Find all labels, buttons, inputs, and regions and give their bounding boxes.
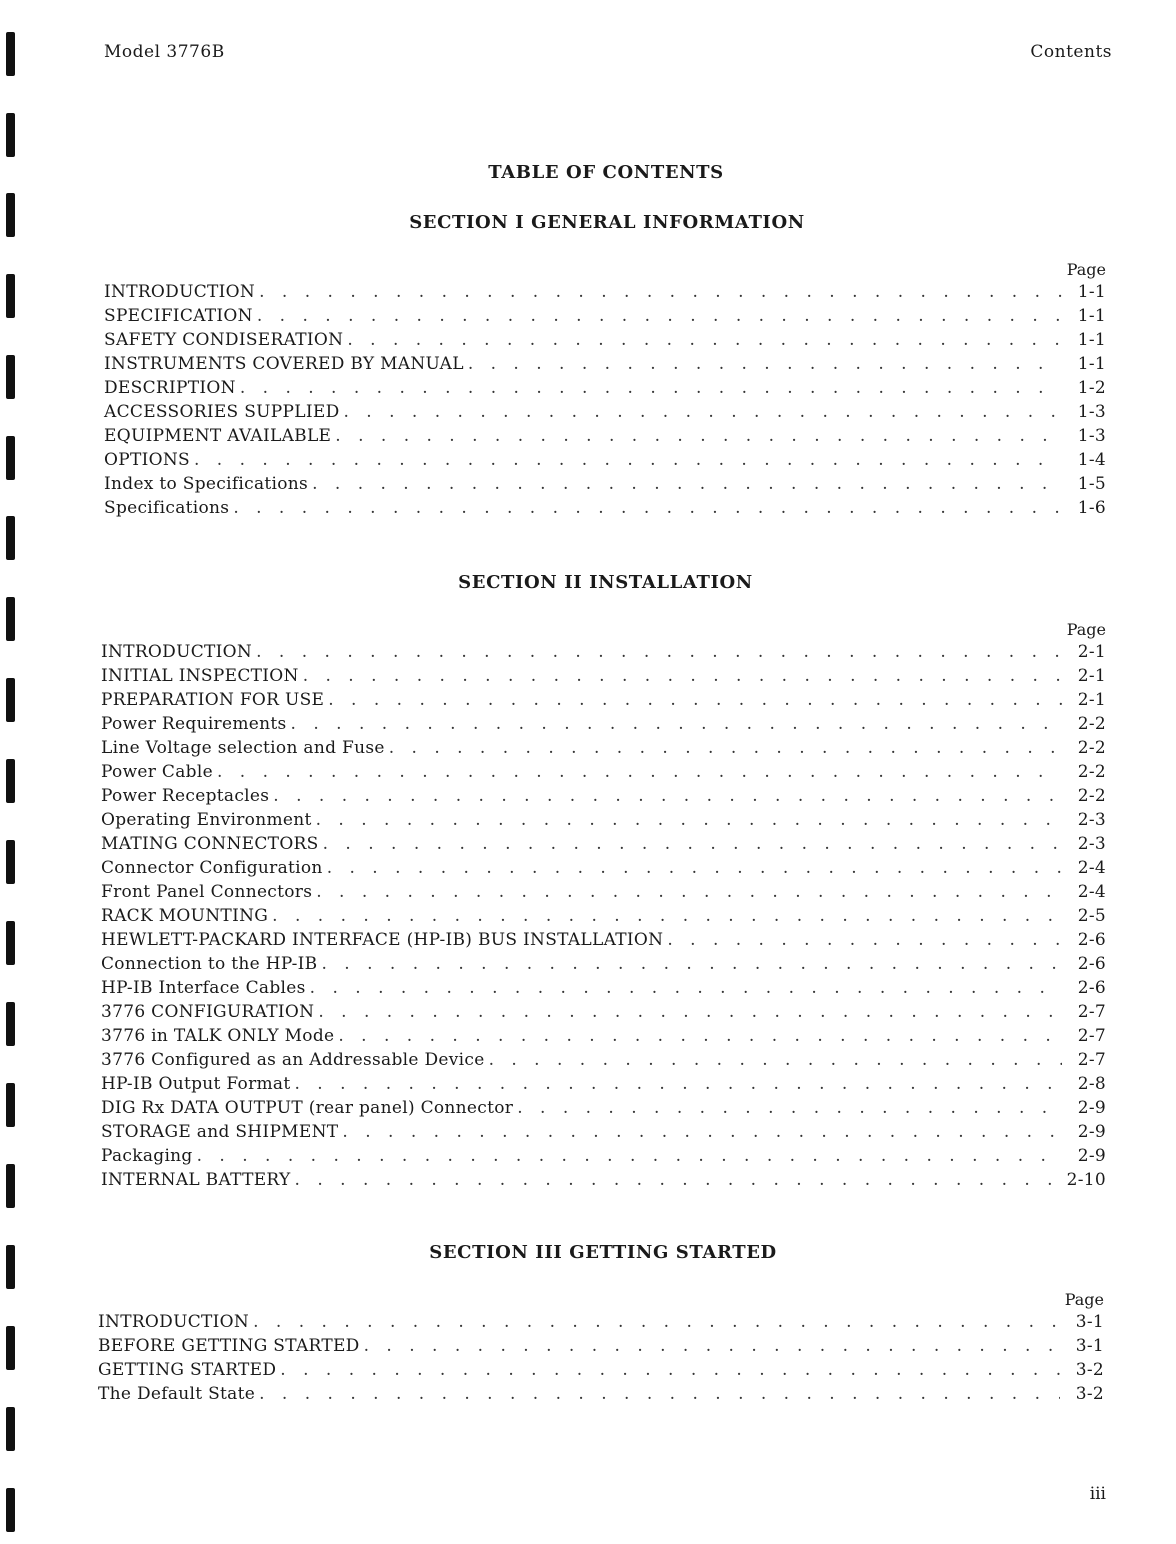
toc-entry-page: 2-2: [1077, 786, 1106, 806]
binder-mark: [6, 1326, 15, 1370]
toc-entry-label: 3776 in TALK ONLY Mode: [101, 1026, 335, 1046]
toc-entry[interactable]: [101, 1074, 1110, 1098]
toc-entry[interactable]: [104, 402, 1110, 426]
binder-mark: [6, 921, 15, 965]
toc-entry-page: 1-6: [1077, 498, 1106, 518]
toc-entry-label: Connector Configuration: [101, 858, 323, 878]
toc-entry[interactable]: [98, 1360, 1108, 1384]
toc-entry[interactable]: [101, 714, 1110, 738]
toc-entry-page: 2-2: [1077, 714, 1106, 734]
binder-mark: [6, 1083, 15, 1127]
toc-entry-page: 2-4: [1077, 882, 1106, 902]
toc-entry-page: 2-7: [1077, 1002, 1106, 1022]
toc-entry-page: 2-4: [1077, 858, 1106, 878]
running-header-contents: Contents: [1030, 42, 1112, 62]
leader-dots: [327, 858, 1062, 878]
toc-entry[interactable]: [101, 1170, 1110, 1194]
binder-mark: [6, 32, 15, 76]
toc-entry[interactable]: [104, 306, 1110, 330]
toc-entry-page: 2-2: [1077, 762, 1106, 782]
toc-entry-page: 2-7: [1077, 1026, 1106, 1046]
toc-entry-page: 3-2: [1075, 1384, 1104, 1404]
binder-mark: [6, 1488, 15, 1532]
toc-entry-label: INITIAL INSPECTION: [101, 666, 299, 686]
leader-dots: [344, 402, 1063, 422]
page-column-label: Page: [1064, 1290, 1104, 1309]
toc-entry-label: Front Panel Connectors: [101, 882, 313, 902]
leader-dots: [303, 666, 1062, 686]
toc-section-1: [104, 212, 1110, 522]
binder-mark: [6, 1245, 15, 1289]
leader-dots: [272, 906, 1062, 926]
toc-entry-label: INTRODUCTION: [98, 1312, 250, 1332]
toc-entry-page: 2-9: [1077, 1098, 1106, 1118]
toc-entry-label: Line Voltage selection and Fuse: [101, 738, 385, 758]
leader-dots: [273, 786, 1062, 806]
leader-dots: [259, 282, 1062, 302]
leader-dots: [217, 762, 1062, 782]
toc-entry-label: 3776 Configured as an Addressable Device: [101, 1050, 485, 1070]
binder-mark: [6, 1164, 15, 1208]
toc-entry[interactable]: [101, 810, 1110, 834]
toc-entry[interactable]: [101, 930, 1110, 954]
leader-dots: [328, 690, 1062, 710]
toc-entry-label: INSTRUMENTS COVERED BY MANUAL: [104, 354, 464, 374]
toc-entry-page: 1-3: [1077, 426, 1106, 446]
toc-entry-label: Operating Environment: [101, 810, 312, 830]
binder-mark: [6, 193, 15, 237]
toc-entry-label: PREPARATION FOR USE: [101, 690, 325, 710]
toc-section-3: [98, 1242, 1108, 1408]
toc-entry-label: MATING CONNECTORS: [101, 834, 319, 854]
toc-entry[interactable]: [101, 786, 1110, 810]
toc-entry-page: 2-10: [1066, 1170, 1106, 1190]
leader-dots: [321, 954, 1062, 974]
toc-entry[interactable]: [104, 426, 1110, 450]
toc-entry[interactable]: [98, 1336, 1108, 1360]
leader-dots: [259, 1384, 1060, 1404]
binder-mark: [6, 1002, 15, 1046]
toc-entry-page: 3-1: [1075, 1312, 1104, 1332]
running-header-model: Model 3776B: [104, 42, 225, 62]
toc-entry-label: BEFORE GETTING STARTED: [98, 1336, 360, 1356]
page-title: TABLE OF CONTENTS: [488, 162, 724, 183]
toc-entry-page: 3-1: [1075, 1336, 1104, 1356]
page-column-label: Page: [1066, 620, 1106, 639]
leader-dots: [364, 1336, 1060, 1356]
toc-entry-page: 1-1: [1077, 330, 1106, 350]
toc-entry[interactable]: [104, 450, 1110, 474]
leader-dots: [468, 354, 1062, 374]
toc-entry[interactable]: [101, 642, 1110, 666]
toc-entry-label: SAFETY CONDISERATION: [104, 330, 344, 350]
toc-entry[interactable]: [101, 1002, 1110, 1026]
toc-entry[interactable]: [101, 954, 1110, 978]
toc-entry-page: 1-1: [1077, 282, 1106, 302]
section-heading: SECTION II INSTALLATION: [458, 572, 753, 593]
leader-dots: [291, 714, 1062, 734]
toc-entry-label: DIG Rx DATA OUTPUT (rear panel) Connector: [101, 1098, 514, 1118]
toc-entry-page: 2-1: [1077, 642, 1106, 662]
toc-entry[interactable]: [101, 762, 1110, 786]
toc-entry-page: 2-8: [1077, 1074, 1106, 1094]
toc-entry[interactable]: [101, 1050, 1110, 1074]
toc-entry-label: OPTIONS: [104, 450, 190, 470]
binder-mark: [6, 436, 15, 480]
toc-entry[interactable]: [104, 378, 1110, 402]
leader-dots: [197, 1146, 1062, 1166]
leader-dots: [517, 1098, 1062, 1118]
toc-entry[interactable]: [101, 1026, 1110, 1050]
leader-dots: [323, 834, 1062, 854]
leader-dots: [194, 450, 1062, 470]
toc-entry[interactable]: [101, 666, 1110, 690]
leader-dots: [256, 642, 1062, 662]
toc-entry-label: EQUIPMENT AVAILABLE: [104, 426, 332, 446]
binder-mark: [6, 597, 15, 641]
toc-entry[interactable]: [101, 1122, 1110, 1146]
toc-entry[interactable]: [101, 1146, 1110, 1170]
leader-dots: [257, 306, 1062, 326]
leader-dots: [295, 1074, 1063, 1094]
toc-entry[interactable]: [98, 1384, 1108, 1408]
toc-entry-page: 1-4: [1077, 450, 1106, 470]
toc-entry-page: 3-2: [1075, 1360, 1104, 1380]
toc-entry[interactable]: [101, 738, 1110, 762]
toc-entry-label: 3776 CONFIGURATION: [101, 1002, 315, 1022]
toc-entry[interactable]: [101, 978, 1110, 1002]
leader-dots: [335, 426, 1062, 446]
leader-dots: [295, 1170, 1062, 1190]
binder-mark: [6, 1407, 15, 1451]
leader-dots: [310, 978, 1062, 998]
toc-entry-page: 1-3: [1077, 402, 1106, 422]
toc-entry-label: ACCESSORIES SUPPLIED: [104, 402, 340, 422]
binder-mark: [6, 113, 15, 157]
toc-section-2: [101, 572, 1110, 1194]
toc-entry-label: HP-IB Output Format: [101, 1074, 291, 1094]
toc-entry[interactable]: [101, 906, 1110, 930]
toc-entry-label: INTERNAL BATTERY: [101, 1170, 291, 1190]
leader-dots: [316, 882, 1062, 902]
toc-entry-label: DESCRIPTION: [104, 378, 236, 398]
toc-entry-label: GETTING STARTED: [98, 1360, 277, 1380]
binder-mark: [6, 516, 15, 560]
toc-entry[interactable]: [98, 1312, 1108, 1336]
toc-entry[interactable]: [101, 1098, 1110, 1122]
toc-entry-label: Power Requirements: [101, 714, 287, 734]
toc-entry-page: 2-3: [1077, 834, 1106, 854]
toc-entry-page: 2-5: [1077, 906, 1106, 926]
leader-dots: [318, 1002, 1062, 1022]
leader-dots: [233, 498, 1062, 518]
toc-entry[interactable]: [104, 498, 1110, 522]
toc-entry-page: 2-6: [1077, 954, 1106, 974]
toc-entry-page: 2-6: [1077, 978, 1106, 998]
leader-dots: [489, 1050, 1062, 1070]
page-number: iii: [1089, 1484, 1106, 1504]
leader-dots: [667, 930, 1062, 950]
toc-entry-label: Power Receptacles: [101, 786, 270, 806]
toc-entry-page: 1-1: [1077, 354, 1106, 374]
page-column-label: Page: [1066, 260, 1106, 279]
binder-mark: [6, 759, 15, 803]
binder-mark: [6, 274, 15, 318]
toc-entry[interactable]: [101, 882, 1110, 906]
toc-entry-page: 2-3: [1077, 810, 1106, 830]
leader-dots: [240, 378, 1062, 398]
toc-entry[interactable]: [104, 282, 1110, 306]
leader-dots: [389, 738, 1062, 758]
toc-entry-page: 2-2: [1077, 738, 1106, 758]
toc-entry-label: HEWLETT-PACKARD INTERFACE (HP-IB) BUS INSTALLATION: [101, 930, 664, 950]
section-heading: SECTION III GETTING STARTED: [429, 1242, 777, 1263]
toc-entry-label: Power Cable: [101, 762, 213, 782]
toc-entry-page: 2-1: [1077, 690, 1106, 710]
toc-entry[interactable]: [101, 834, 1110, 858]
toc-entry-label: Connection to the HP-IB: [101, 954, 318, 974]
binder-mark: [6, 840, 15, 884]
toc-entry-page: 1-2: [1077, 378, 1106, 398]
leader-dots: [338, 1026, 1062, 1046]
leader-dots: [253, 1312, 1060, 1332]
toc-entry-label: Packaging: [101, 1146, 193, 1166]
binder-mark: [6, 355, 15, 399]
toc-entry[interactable]: [101, 690, 1110, 714]
toc-entry-label: STORAGE and SHIPMENT: [101, 1122, 339, 1142]
leader-dots: [347, 330, 1062, 350]
toc-entry[interactable]: [101, 858, 1110, 882]
toc-entry-label: The Default State: [98, 1384, 256, 1404]
toc-entry-page: 1-5: [1077, 474, 1106, 494]
toc-entry-page: 2-6: [1077, 930, 1106, 950]
binder-mark: [6, 678, 15, 722]
toc-entry-label: Index to Specifications: [104, 474, 309, 494]
toc-entry-page: 2-9: [1077, 1122, 1106, 1142]
toc-entry-label: INTRODUCTION: [104, 282, 256, 302]
leader-dots: [312, 474, 1062, 494]
toc-entry-page: 1-1: [1077, 306, 1106, 326]
toc-entry-page: 2-7: [1077, 1050, 1106, 1070]
leader-dots: [316, 810, 1062, 830]
toc-entry-page: 2-1: [1077, 666, 1106, 686]
toc-entry-label: Specifications: [104, 498, 230, 518]
toc-entry-page: 2-9: [1077, 1146, 1106, 1166]
leader-dots: [342, 1122, 1062, 1142]
toc-entry[interactable]: [104, 354, 1110, 378]
section-heading: SECTION I GENERAL INFORMATION: [409, 212, 805, 233]
toc-entry-label: HP-IB Interface Cables: [101, 978, 306, 998]
leader-dots: [280, 1360, 1060, 1380]
toc-entry-label: INTRODUCTION: [101, 642, 253, 662]
toc-entry-label: SPECIFICATION: [104, 306, 253, 326]
toc-entry[interactable]: [104, 330, 1110, 354]
toc-entry-label: RACK MOUNTING: [101, 906, 269, 926]
toc-entry[interactable]: [104, 474, 1110, 498]
